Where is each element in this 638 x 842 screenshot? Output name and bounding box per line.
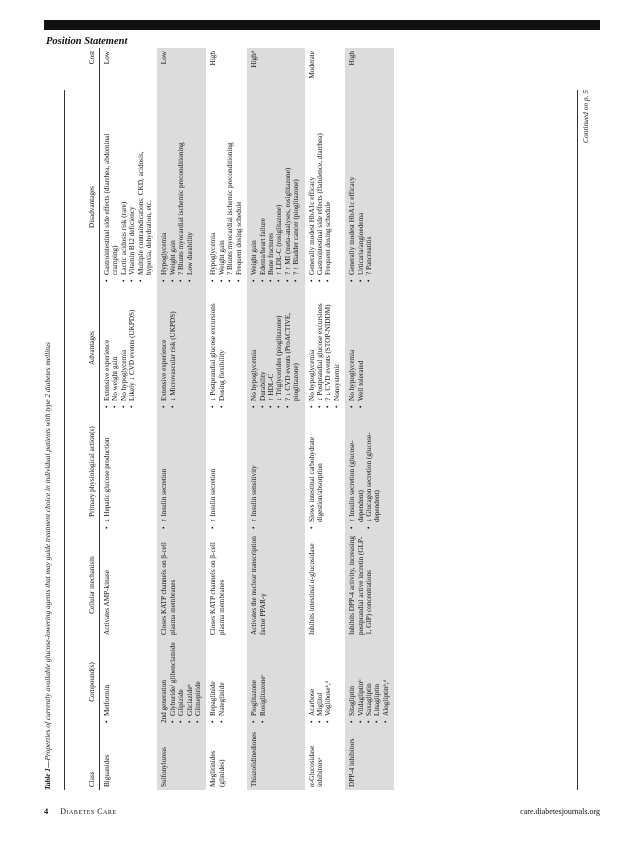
- compound-item: • Vildagliptinᵇ: [357, 641, 365, 723]
- mechanism-cell: Closes KATP channels on β-cell plasma membranes: [157, 532, 206, 638]
- disadvantage-item: • ? Blunts myocardial ischemic preconditioning: [177, 132, 185, 282]
- agents-table: [66, 48, 394, 790]
- disadvantages-cell-list: [103, 132, 153, 282]
- table-row: [100, 48, 158, 790]
- advantages-cell-list: [103, 288, 137, 408]
- actions-cell-list: [308, 414, 325, 529]
- disadvantages-cell-list: [209, 132, 243, 282]
- advantage-item: • No hypoglycemia: [250, 288, 258, 408]
- compound-item: • Rosiglitazoneᶜ: [259, 641, 267, 723]
- action-item: • ↑ Insulin secretion: [160, 414, 168, 529]
- disadvantage-item: • Multiple contraindications: CKD, acidosis, hypoxia, dehydration, etc.: [137, 132, 154, 282]
- action-item: • ↓ Glucagon secretion (glucose-dependent): [365, 414, 382, 529]
- compounds-cell: [100, 638, 158, 726]
- advantage-item: • Well tolerated: [357, 288, 365, 408]
- cost-cell: Highᵈ: [247, 48, 304, 129]
- compounds-cell-list: [103, 641, 111, 723]
- actions-cell: [305, 411, 346, 532]
- table-row: [247, 48, 304, 790]
- actions-cell: [100, 411, 158, 532]
- advantage-item: • Extensive experience: [103, 288, 111, 408]
- actions-cell-list: [209, 414, 217, 529]
- journal-name: Diabetes Care: [60, 806, 117, 816]
- table-body: [100, 48, 395, 790]
- action-item: • Slows intestinal carbohydrate digestion/absorption: [308, 414, 325, 529]
- advantages-cell: [247, 285, 304, 411]
- compounds-cell: [305, 638, 346, 726]
- compound-item: • Vogliboseᵇ,ᵈ: [324, 641, 332, 723]
- cost-cell: High: [209, 51, 218, 66]
- disadvantages-cell: [100, 129, 158, 285]
- table-row: [305, 48, 346, 790]
- disadvantages-cell-list: [308, 132, 333, 282]
- advantages-cell: [100, 285, 158, 411]
- rotated-table-panel: [43, 51, 599, 790]
- compounds-cell-list: [250, 641, 267, 723]
- compound-item: • Saxagliptin: [365, 641, 373, 723]
- disadvantage-item: • Gastrointestinal side effects (flatulence, diarrhea): [316, 132, 324, 282]
- compound-item: • Alogliptinᵇ,ᵈ: [382, 641, 390, 723]
- class-cell: Biguanides: [103, 754, 111, 787]
- mechanism-cell: Closes KATP channels on β-cell plasma membranes: [209, 542, 226, 635]
- actions-cell: [345, 411, 394, 532]
- advantage-item: • ↓ Postprandial glucose excursions: [316, 288, 324, 408]
- col-header-disadvantages: Disadvantages: [66, 129, 100, 285]
- compounds-cell: [345, 638, 394, 726]
- mechanism-cell: Inhibits intestinal α-glucosidase: [307, 543, 316, 635]
- disadvantage-item: • Frequent dosing schedule: [324, 132, 332, 282]
- disadvantage-item: • Edema/heart failure: [259, 132, 267, 282]
- table-top-rule: [64, 90, 65, 790]
- cost-cell: High: [345, 48, 394, 129]
- section-label: Position Statement: [46, 36, 128, 47]
- disadvantage-item: • ↑ LDL-C (rosiglitazone): [275, 132, 283, 282]
- class-cell: α-Glucosidase inhibitorsᵃ: [307, 745, 324, 787]
- table-bottom-rule: [577, 90, 578, 790]
- disadvantage-item: • ? Pancreatitis: [365, 132, 373, 282]
- compound-item: • Gliclazideᵇ: [186, 641, 194, 723]
- advantages-cell-list: [160, 288, 177, 408]
- compounds-cell-list: [160, 641, 202, 723]
- compounds-cell-list: [308, 641, 333, 723]
- disadvantage-item: • ? Blunts myocardial ischemic preconditioning: [226, 132, 234, 282]
- advantages-cell-list: [250, 288, 300, 408]
- actions-cell: [247, 411, 304, 532]
- class-cell: DPP-4 inhibitors: [345, 726, 394, 790]
- col-header-class: Class: [66, 726, 100, 790]
- advantage-item: • No hypoglycemia: [120, 288, 128, 408]
- actions-cell: [206, 411, 247, 532]
- disadvantage-item: • ? ↑ Bladder cancer (pioglitazone): [292, 132, 300, 282]
- class-cell: Thiazolidinediones: [247, 726, 304, 790]
- advantages-cell: [157, 285, 206, 411]
- advantages-cell: [305, 285, 346, 411]
- action-item: • ↑ Insulin secretion (glucose-dependent): [348, 414, 365, 529]
- compound-item: • Miglitol: [316, 641, 324, 723]
- cost-cell: Moderate: [307, 51, 316, 79]
- advantage-item: • ? ↓ CVD events (ProACTIVE, pioglitazone): [284, 288, 301, 408]
- compound-item: • Pioglitazone: [250, 641, 258, 723]
- actions-cell: [157, 411, 206, 532]
- mechanism-cell: Activates the nuclear transcription factor PPAR-γ: [247, 532, 304, 638]
- advantage-item: • ↓ Microvascular risk (UKPDS): [169, 288, 177, 408]
- action-item: • ↑ Insulin secretion: [209, 414, 217, 529]
- compound-item: • Repaglinide: [209, 641, 217, 723]
- journal-url: care.diabetesjournals.org: [520, 806, 600, 816]
- action-item: • ↑ Insulin sensitivity: [250, 414, 258, 529]
- cost-cell: Low: [103, 51, 111, 65]
- compound-item: • Sitagliptin: [348, 641, 356, 723]
- col-header-cost: Cost: [66, 48, 100, 129]
- compounds-cell-list: [209, 641, 226, 723]
- compound-item: • Nateglinide: [218, 641, 226, 723]
- table-header-row: [66, 48, 100, 790]
- table-caption-lead: Table 1—: [43, 760, 52, 790]
- compound-item: • Glyburide/ glibenclamide: [169, 641, 177, 723]
- advantages-cell-list: [209, 288, 226, 408]
- disadvantage-item: • Urticaria/angioedema: [357, 132, 365, 282]
- col-header-advantages: Advantages: [66, 285, 100, 411]
- compound-item: • Glipizide: [177, 641, 185, 723]
- disadvantages-cell-list: [250, 132, 300, 282]
- page-footer: [44, 806, 600, 816]
- compound-item: • Metformin: [103, 641, 111, 723]
- table-row: [345, 48, 394, 790]
- compounds-cell: [157, 638, 206, 726]
- disadvantages-cell-list: [348, 132, 373, 282]
- advantage-item: • No hypoglycemia: [308, 288, 316, 408]
- disadvantage-item: • Generally modest HbA1c efficacy: [348, 132, 356, 282]
- disadvantage-item: • Bone fractures: [267, 132, 275, 282]
- advantage-item: • Extensive experience: [160, 288, 168, 408]
- disadvantage-item: • Weight gain: [250, 132, 258, 282]
- advantage-item: • ? ↓ CVD events (STOP-NIDDM): [324, 288, 332, 408]
- class-cell: Meglitinides (glinides): [209, 750, 226, 787]
- advantages-cell: [206, 285, 247, 411]
- disadvantages-cell: [206, 129, 247, 285]
- advantage-item: • ↑ HDL-C: [267, 288, 275, 408]
- advantage-item: • Dosing flexibility: [218, 288, 226, 408]
- compound-item: • Linagliptin: [373, 641, 381, 723]
- cost-cell: Low: [157, 48, 206, 129]
- compound-item: 2nd generation: [160, 680, 169, 723]
- advantages-cell-list: [348, 288, 365, 408]
- disadvantage-item: • Weight gain: [218, 132, 226, 282]
- class-cell: Sulfonylureas: [157, 726, 206, 790]
- compounds-cell: [247, 638, 304, 726]
- disadvantage-item: • Gastrointestinal side effects (diarrhea, abdominal cramping): [103, 132, 120, 282]
- advantage-item: • ↓ Postprandial glucose excursions: [209, 288, 217, 408]
- col-header-actions: Primary physiological action(s): [66, 411, 100, 532]
- advantage-item: • No weight gain: [111, 288, 119, 408]
- disadvantage-item: • Weight gain: [169, 132, 177, 282]
- compounds-cell: [206, 638, 247, 726]
- compound-item: • Acarbose: [308, 641, 316, 723]
- disadvantage-item: • Lactic acidosis risk (rare): [120, 132, 128, 282]
- disadvantage-item: • Hypoglycemia: [209, 132, 217, 282]
- actions-cell-list: [250, 414, 258, 529]
- mechanism-cell: Activates AMP-kinase: [103, 570, 111, 635]
- disadvantages-cell: [247, 129, 304, 285]
- disadvantages-cell: [305, 129, 346, 285]
- table-caption-text: Properties of currently available glucose-lowering agents that may guide treatment choice in individual patients with type 2 diabetes mellitus: [43, 342, 52, 761]
- disadvantage-item: • Generally modest HbA1c efficacy: [308, 132, 316, 282]
- page-number: 4: [44, 806, 49, 816]
- compounds-cell-list: [348, 641, 390, 723]
- col-header-compounds: Compound(s): [66, 638, 100, 726]
- col-header-mechanism: Cellular mechanism: [66, 532, 100, 638]
- advantage-item: • Nonsystemic: [333, 288, 341, 408]
- actions-cell-list: [103, 414, 111, 529]
- disadvantage-item: • Hypoglycemia: [160, 132, 168, 282]
- disadvantage-item: • ? ↑ MI (meta-analyses, rosiglitazone): [284, 132, 292, 282]
- actions-cell-list: [348, 414, 382, 529]
- advantage-item: • ↓ Triglycerides (pioglitazone): [275, 288, 283, 408]
- disadvantage-item: • Frequent dosing schedule: [235, 132, 243, 282]
- actions-cell-list: [160, 414, 168, 529]
- advantages-cell: [345, 285, 394, 411]
- advantage-item: • Durability: [259, 288, 267, 408]
- disadvantages-cell-list: [160, 132, 194, 282]
- disadvantage-item: • Low durability: [186, 132, 194, 282]
- table-row: [157, 48, 206, 790]
- continued-note: Continued on p. 5: [581, 90, 590, 143]
- disadvantage-item: • Vitamin B12 deficiency: [128, 132, 136, 282]
- advantage-item: • Likely ↓ CVD events (UKPDS): [128, 288, 136, 408]
- compound-item: • Glimepiride: [194, 641, 202, 723]
- action-item: • ↓ Hepatic glucose production: [103, 414, 111, 529]
- table-row: [206, 48, 247, 790]
- advantage-item: • No hypoglycemia: [348, 288, 356, 408]
- mechanism-cell: Inhibits DPP-4 activity, increasing postprandial active incretin (GLP-1, GIP) concentrations: [345, 532, 394, 638]
- disadvantages-cell: [157, 129, 206, 285]
- table-caption: [44, 90, 58, 790]
- header-rule: [44, 20, 600, 30]
- advantages-cell-list: [308, 288, 342, 408]
- disadvantages-cell: [345, 129, 394, 285]
